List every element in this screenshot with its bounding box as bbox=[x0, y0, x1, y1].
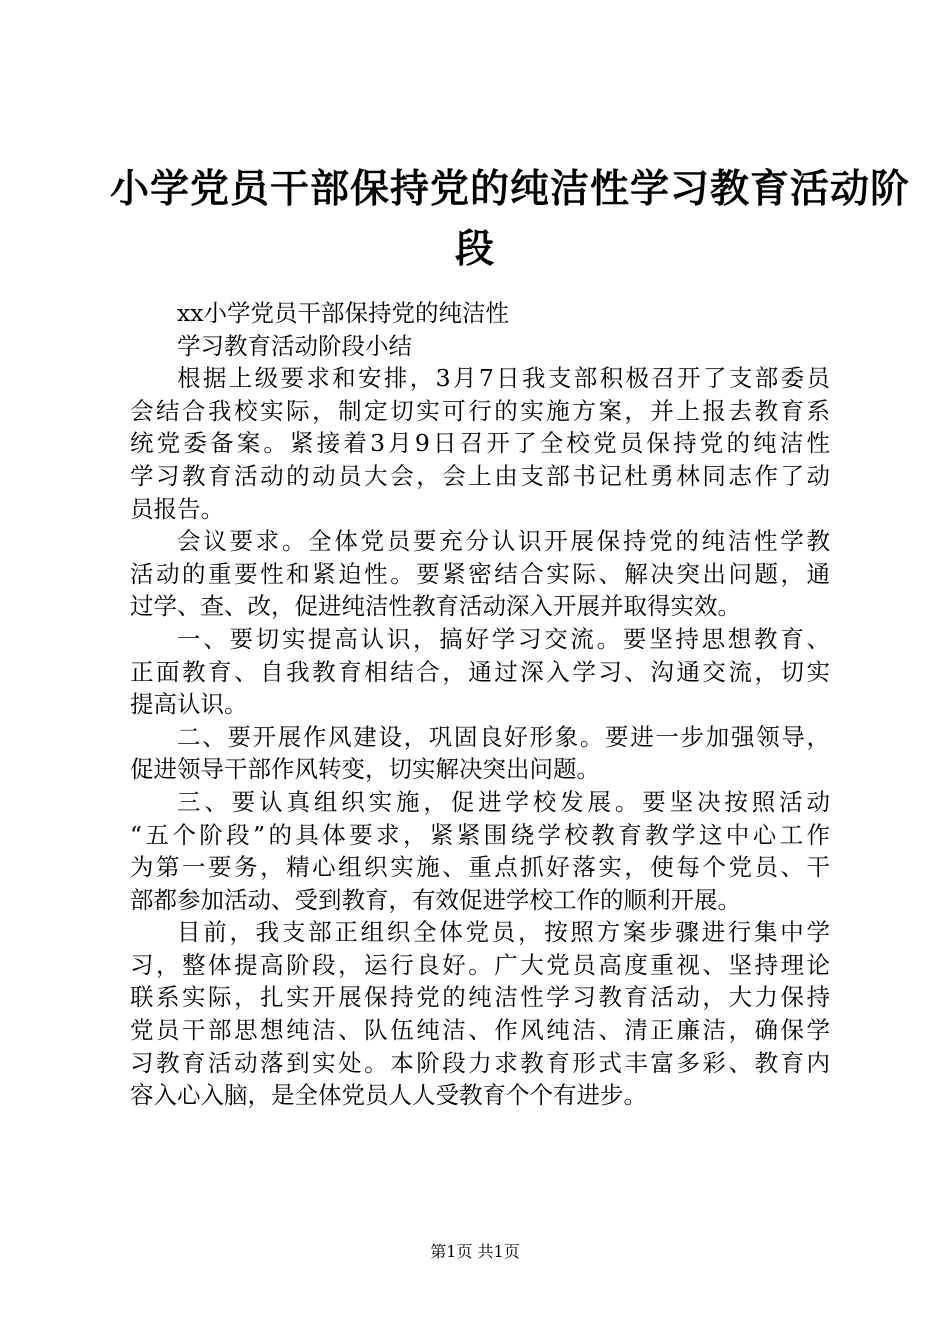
paragraph-line: 学习教育活动的动员大会，会上由支部书记杜勇林同志作了动 bbox=[130, 461, 830, 490]
paragraph-line: 会结合我校实际，制定切实可行的实施方案，并上报去教育系 bbox=[130, 396, 830, 425]
paragraph-line: 容入心入脑，是全体党员人人受教育个个有进步。 bbox=[130, 1081, 647, 1110]
document-title bbox=[110, 160, 911, 280]
document-body bbox=[130, 297, 830, 1112]
paragraph-line: 联系实际，扎实开展保持党的纯洁性学习教育活动，大力保持 bbox=[130, 983, 830, 1012]
paragraph-line: 统党委备案。紧接着3月9日召开了全校党员保持党的纯洁性 bbox=[130, 429, 830, 458]
paragraph-line: 为第一要务，精心组织实施、重点抓好落实，使每个党员、干 bbox=[130, 853, 830, 882]
paragraph-line: 党员干部思想纯洁、队伍纯洁、作风纯洁、清正廉洁，确保学 bbox=[130, 1016, 830, 1045]
paragraph-line: 学习教育活动阶段小结 bbox=[177, 331, 412, 360]
title-line: 段 bbox=[454, 227, 495, 272]
paragraph-line: 正面教育、自我教育相结合，通过深入学习、沟通交流，切实 bbox=[130, 657, 830, 686]
paragraph-line: 二、要开展作风建设，巩固良好形象。要进一步加强领导， bbox=[177, 722, 830, 751]
paragraph-line: 根据上级要求和安排，3月7日我支部积极召开了支部委员 bbox=[177, 364, 830, 393]
paragraph-line: 促进领导干部作风转变，切实解决突出问题。 bbox=[130, 755, 600, 784]
paragraph-line: 目前，我支部正组织全体党员，按照方案步骤进行集中学 bbox=[177, 918, 830, 947]
paragraph-line: 提高认识。 bbox=[130, 690, 248, 719]
paragraph-line: 过学、查、改，促进纯洁性教育活动深入开展并取得实效。 bbox=[130, 592, 741, 621]
paragraph-line: 习教育活动落到实处。本阶段力求教育形式丰富多彩、教育内 bbox=[130, 1048, 830, 1077]
title-line: 小学党员干部保持党的纯洁性学习教育活动阶 bbox=[110, 167, 911, 212]
paragraph-line: 习，整体提高阶段，运行良好。广大党员高度重视、坚持理论 bbox=[130, 950, 830, 979]
paragraph-line: 部都参加活动、受到教育，有效促进学校工作的顺利开展。 bbox=[130, 885, 741, 914]
paragraph-line: 员报告。 bbox=[130, 494, 224, 523]
paragraph-line: 活动的重要性和紧迫性。要紧密结合实际、解决突出问题，通 bbox=[130, 559, 830, 588]
paragraph-line: 三、要认真组织实施，促进学校发展。要坚决按照活动 bbox=[177, 787, 830, 816]
paragraph-line: 一、要切实提高认识，搞好学习交流。要坚持思想教育、 bbox=[177, 624, 830, 653]
paragraph-line: xx小学党员干部保持党的纯洁性 bbox=[177, 299, 510, 327]
page-footer: 第1页 共1页 bbox=[430, 1242, 520, 1261]
paragraph-line: 会议要求。全体党员要充分认识开展保持党的纯洁性学教 bbox=[177, 527, 830, 556]
paragraph-line: “五个阶段”的具体要求，紧紧围绕学校教育教学这中心工作 bbox=[130, 820, 830, 849]
